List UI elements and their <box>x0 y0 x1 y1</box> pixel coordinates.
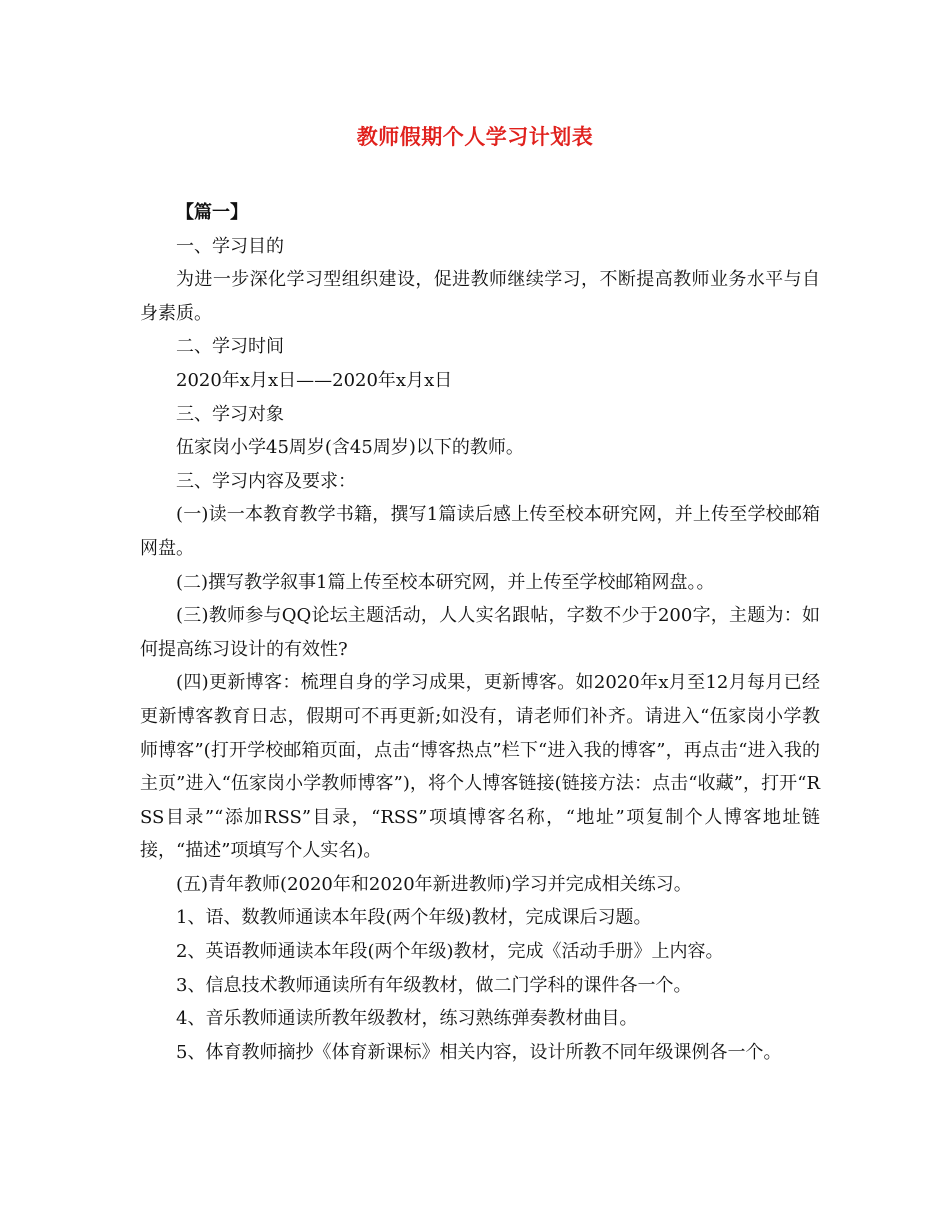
document-title: 教师假期个人学习计划表 <box>356 124 594 149</box>
section-label: 【篇一】 <box>176 202 248 223</box>
list-item-2: 2、英语教师通读本年段(两个年级)教材，完成《活动手册》上内容。 <box>176 941 724 963</box>
heading-content: 三、学习内容及要求： <box>176 470 356 492</box>
paragraph-item-2: (二)撰写教学叙事1篇上传至校本研究网，并上传至学校邮箱网盘。。 <box>176 571 715 593</box>
paragraph-purpose: 为进一步深化学习型组织建设，促进教师继续学习，不断提高教师业务水平与自身素质。 <box>140 269 820 324</box>
paragraph-time: 2020年x月x日——2020年x月x日 <box>176 369 453 391</box>
document-body <box>140 196 820 1069</box>
paragraph-item-5: (五)青年教师(2020年和2020年新进教师)学习并完成相关练习。 <box>176 873 692 895</box>
heading-time: 二、学习时间 <box>176 336 284 358</box>
list-item-1: 1、语、数教师通读本年段(两个年级)教材，完成课后习题。 <box>176 907 652 929</box>
heading-purpose: 一、学习目的 <box>176 235 284 257</box>
heading-target: 三、学习对象 <box>176 403 284 425</box>
list-item-4: 4、音乐教师通读所教年级教材，练习熟练弹奏教材曲目。 <box>176 1008 638 1030</box>
paragraph-item-1: (一)读一本教育教学书籍，撰写1篇读后感上传至校本研究网，并上传至学校邮箱网盘。 <box>140 504 820 559</box>
list-item-5: 5、体育教师摘抄《体育新课标》相关内容，设计所教不同年级课例各一个。 <box>176 1041 782 1063</box>
paragraph-item-3: (三)教师参与QQ论坛主题活动，人人实名跟帖，字数不少于200字，主题为：如何提高练习设计的有效性? <box>140 605 820 660</box>
list-item-3: 3、信息技术教师通读所有年级教材，做二门学科的课件各一个。 <box>176 974 692 996</box>
paragraph-target: 伍家岗小学45周岁(含45周岁)以下的教师。 <box>176 437 524 459</box>
paragraph-item-4: (四)更新博客：梳理自身的学习成果，更新博客。如2020年x月至12月每月已经更新博客教育日志，假期可不再更新;如没有，请老师们补齐。请进入“伍家岗小学教师博客”(打开学校邮箱页面，点击“博客热点”栏下“进入我的博客”，再点击“进入我的主页”进入“伍家岗小学教师博客”)，将个人博客链接(链接方法：点击“收藏”，打开“RSS目录”“添加RSS”目录，“RSS”项填博客名称，“地址”项复制个人博客地址链接，“描述”项填写个人实名)。 <box>140 672 820 862</box>
